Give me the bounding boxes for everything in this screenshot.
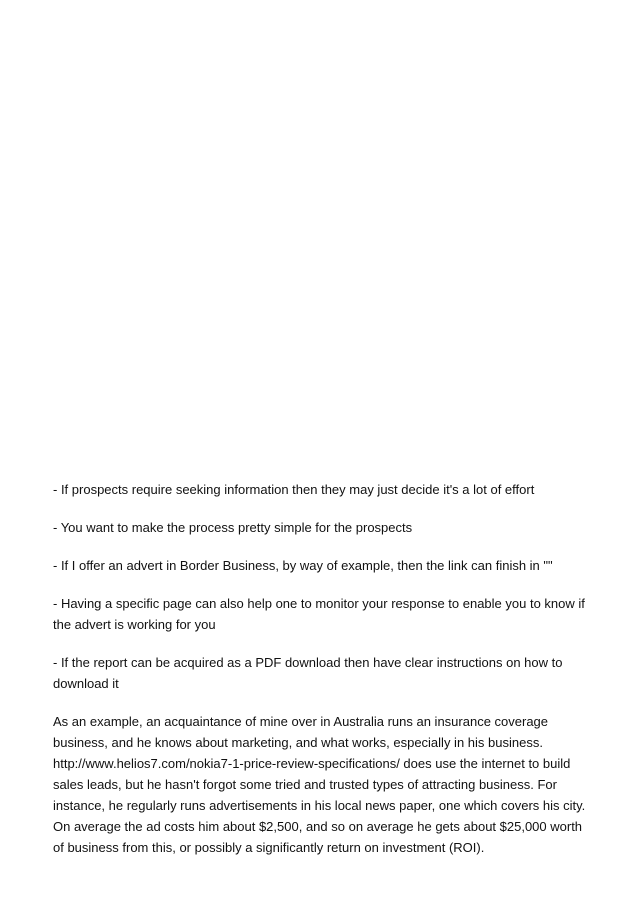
example-paragraph: As an example, an acquaintance of mine over in Australia runs an insurance coverage business, and he knows about marketing, and what works, especially in his business. http://www.helios7.com/nokia7-1-price-review-specifications/ does use the internet to build sales leads, but he hasn't forgot some tried and trusted types of attracting business. For instance, he regularly runs advertisements in his local news paper, one which covers his city. On average the ad costs him about $2,500, and so on average he gets about $25,000 worth of business from this, or possibly a significantly return on investment (ROI). <box>53 714 586 855</box>
bullet-paragraph-simple-process: - You want to make the process pretty simple for the prospects <box>53 520 413 535</box>
document-body <box>53 479 593 858</box>
bullet-paragraph-border-business: - If I offer an advert in Border Business, by way of example, then the link can finish in "" <box>53 558 553 573</box>
bullet-paragraph-pdf-download: - If the report can be acquired as a PDF download then have clear instructions on how to download it <box>53 655 563 691</box>
bullet-paragraph-effort: - If prospects require seeking information then they may just decide it's a lot of effort <box>53 482 535 497</box>
bullet-paragraph-specific-page: - Having a specific page can also help one to monitor your response to enable you to know if the advert is working for you <box>53 596 585 632</box>
